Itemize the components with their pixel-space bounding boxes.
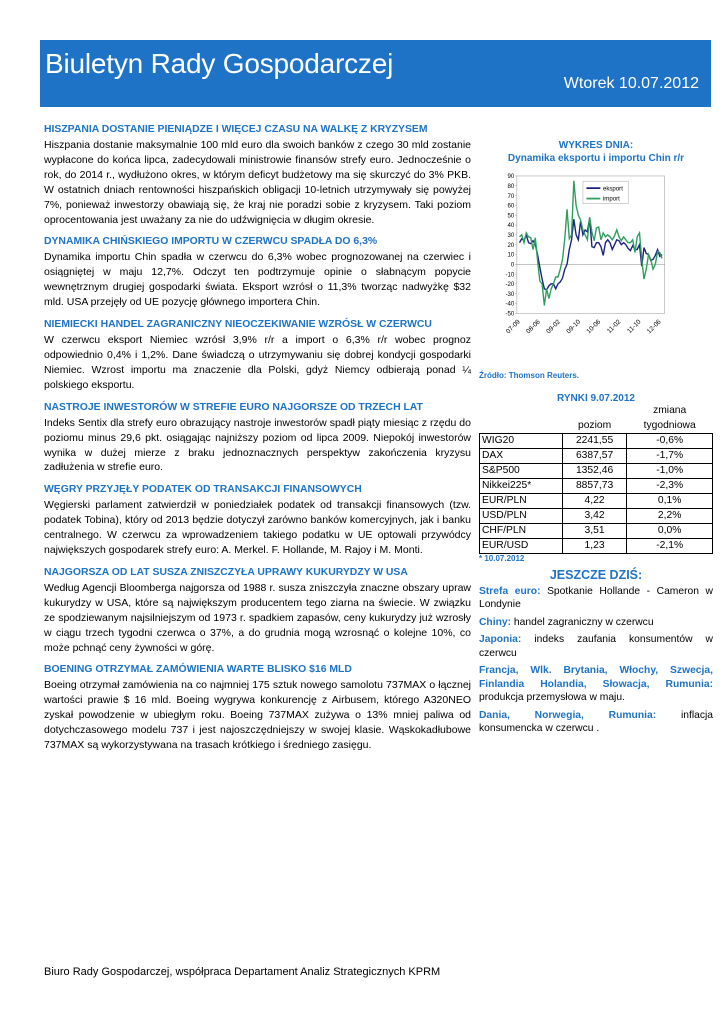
y-tick-label: 40 xyxy=(507,222,515,230)
y-tick-label: 60 xyxy=(507,202,515,210)
market-level: 8857,73 xyxy=(562,478,627,493)
fx-change: 0,0% xyxy=(627,523,713,538)
y-tick-label: -30 xyxy=(505,290,515,298)
market-level: 1352,46 xyxy=(562,463,627,478)
col-change-2: tygodniowa xyxy=(643,419,696,431)
article-title: WĘGRY PRZYJĘŁY PODATEK OD TRANSAKCJI FINANSOWYCH xyxy=(44,484,362,496)
article-body: Indeks Sentix dla strefy euro obrazujący nastroje inwestorów spadł piąty miesiąc z rzędu do poziomu minus 29,6 pkt. osiągając najniższy poziom od lipca 2009. Niepokój inwestorów wynika w dużej mierze z braku jednoznacznych perspektyw zakończenia kryzysu zadłużenia w strefie euro. xyxy=(44,416,471,474)
articles-column xyxy=(44,123,471,761)
x-tick-label: 12-06 xyxy=(645,318,663,336)
article-title: DYNAMIKA CHIŃSKIEGO IMPORTU W CZERWCU SPADŁA DO 6,3% xyxy=(44,236,378,248)
article-body: Według Agencji Bloomberga najgorsza od 1988 r. susza zniszczyła znaczne obszary upraw kukurydzy w USA, które są największym producentem tego ziarna na świecie. W związku ze spodziewanym najsilniejszym od 1973 r. spadkiem zapasów, ceny kukurydzy już wzrosły w ciągu trzech tygodni czerwca o 37%, a do grudnia mogą wzrosnąć o kolejne 10%, co może pchnąć ceny żywności w górę. xyxy=(44,581,471,654)
y-tick-label: 50 xyxy=(507,212,515,220)
y-tick-label: 10 xyxy=(507,251,515,259)
fx-change: 0,1% xyxy=(627,493,713,508)
markets-note: * 10.07.2012 xyxy=(479,553,525,563)
chart-source: Źródło: Thomson Reuters. xyxy=(479,371,579,380)
today-title: JESZCZE DZIŚ: xyxy=(549,567,643,582)
today-item xyxy=(479,616,713,630)
today-item xyxy=(479,633,713,660)
fx-level: 3,42 xyxy=(562,508,627,523)
y-tick-label: 30 xyxy=(507,232,515,240)
bulletin-date: Wtorek 10.07.2012 xyxy=(563,75,699,92)
sidebar xyxy=(479,123,713,740)
fx-name: CHF/PLN xyxy=(480,523,563,538)
today-label: Japonia: xyxy=(479,634,522,645)
market-level: 6387,57 xyxy=(562,448,627,463)
x-tick-label: 09-10 xyxy=(565,318,583,336)
y-tick-label: -10 xyxy=(505,271,515,279)
x-tick-label: 10-06 xyxy=(585,318,603,336)
col-level: poziom xyxy=(577,419,612,431)
article xyxy=(44,663,471,753)
article-body: W czerwcu eksport Niemiec wzrósł 3,9% r/r a import o 6,3% r/r wobec prognoz odpowiednio 0,4% i 1,2%. Dane świadczą o utrzymywaniu się dobrej kondycji gospodarki Niemiec. Wzrost importu ma znaczenie dla Polski, gdyż Niemcy odbierają ponad ¼ polskiego eksportu. xyxy=(44,334,471,391)
y-tick-label: 70 xyxy=(507,192,515,200)
footer: Biuro Rady Gospodarczej, współpraca Departament Analiz Strategicznych KPRM xyxy=(44,966,441,978)
x-tick-label: 11-02 xyxy=(605,318,623,335)
today-text: indeks zaufania konsumentów w czerwcu xyxy=(479,634,713,659)
x-tick-label: 07-09 xyxy=(505,318,522,336)
article-title: NAJGORSZA OD LAT SUSZA ZNISZCZYŁA UPRAWY KUKURYDZY W USA xyxy=(44,566,408,578)
today-label: Francja, Wlk. Brytania, Włochy, Szwecja, Finlandia Holandia, Słowacja, Rumunia: xyxy=(479,665,713,690)
market-change: -1,7% xyxy=(627,448,713,463)
article-title: HISZPANIA DOSTANIE PIENIĄDZE I WIĘCEJ CZASU NA WALKĘ Z KRYZYSEM xyxy=(44,124,428,135)
fx-name: EUR/USD xyxy=(480,538,563,553)
y-tick-label: 0 xyxy=(510,261,515,269)
x-tick-label: 08-06 xyxy=(525,318,542,336)
y-tick-label: -40 xyxy=(505,300,515,308)
market-level: 2241,55 xyxy=(562,433,627,448)
article xyxy=(44,123,471,227)
article-body: Boeing otrzymał zamówienia na co najmniej 175 sztuk nowego samolotu 737MAX o łącznej wartości prawie $ 16 mld. Boeing wygrywa konkurencję z Airbusem, którego A320NEO zyskał powodzenie w ubiegłym roku. Boeing 737MAX zużywa o 13% mniej paliwa od dotychczasowego modelu 737 i jest najoszczędniejszy w swojej klasie. Wąskokadłubowe 737MAX są wykorzystywana na trasach krótkiego i średniego zasięgu. xyxy=(44,679,471,752)
today-text: Spotkanie Hollande - Cameron w Londynie xyxy=(479,585,713,610)
fx-level: 3,51 xyxy=(562,523,627,538)
markets-title: RYNKI 9.07.2012 xyxy=(556,393,635,404)
y-tick-label: -20 xyxy=(505,281,515,289)
article-title: NIEMIECKI HANDEL ZAGRANICZNY NIEOCZEKIWANIE WZRÓSŁ W CZERWCU xyxy=(44,319,432,331)
chart-heading: WYKRES DNIA: xyxy=(558,140,634,151)
fx-level: 4,22 xyxy=(562,493,627,508)
header-banner xyxy=(40,40,711,107)
article xyxy=(44,318,471,393)
article-title: BOENING OTRZYMAŁ ZAMÓWIENIA WARTE BLISKO $16 MLD xyxy=(44,664,352,676)
markets-table xyxy=(479,404,713,554)
article-body: Hiszpania dostanie maksymalnie 100 mld euro dla swoich banków z czego 30 mld zostanie wypłacone do końca lipca, zadecydowali ministrowie finansów strefy euro. Jednocześnie o rok, do 2014 r., wydłużono okres, w którym deficyt budżetowy ma się skurczyć do 3% PKB. W ostatnich dniach rentowności hiszpańskich obligacji 10-letnich utrzymywały się powyżej 7%, ponieważ inwestorzy obawiają się, że kraj nie poradzi sobie z kryzysem. Taki poziom oprocentowania jest uważany za nie do udźwignięcia w długim okresie. xyxy=(44,139,471,226)
today-text: inflacja konsumencka w czerwcu . xyxy=(479,709,713,734)
article-title: NASTROJE INWESTORÓW W STREFIE EURO NAJGORSZE OD TRZECH LAT xyxy=(44,401,423,413)
market-name: DAX xyxy=(480,448,563,463)
fx-change: -2,1% xyxy=(627,538,713,553)
fx-change: 2,2% xyxy=(627,508,713,523)
y-tick-label: -50 xyxy=(505,310,515,318)
today-item xyxy=(479,585,713,612)
legend-label: eksport xyxy=(602,185,623,193)
article xyxy=(44,235,471,310)
today-item xyxy=(479,709,713,736)
fx-name: USD/PLN xyxy=(480,508,563,523)
fx-name: EUR/PLN xyxy=(480,493,563,508)
market-name: Nikkei225* xyxy=(480,478,563,493)
y-tick-label: 20 xyxy=(507,241,515,249)
today-label: Strefa euro: xyxy=(479,585,541,597)
chart-subtitle: Dynamika eksportu i importu Chin r/r xyxy=(507,153,685,164)
article-body: Dynamika importu Chin spadła w czerwcu do 6,3% wobec prognozowanej na czerwiec i osiągniętej w maju 12,7%. Odczyt ten podtrzymuje opinie o słabnącym popycie wewnętrznym drugiej gospodarki świata. Eksport wzrósł o 11,3% tworząc nadwyżkę $32 mld. USA przejęły od UE pozycję głównego importera Chin. xyxy=(44,251,471,309)
legend-label: import xyxy=(602,195,620,203)
x-tick-label: 09-02 xyxy=(545,318,563,336)
article xyxy=(44,483,471,558)
today-label: Dania, Norwegia, Rumunia: xyxy=(479,709,657,721)
market-name: WIG20 xyxy=(480,433,563,448)
col-change-1: zmiana xyxy=(653,405,687,417)
article-body: Węgierski parlament zatwierdził w poniedziałek podatek od transakcji finansowych (tzw. podatek Tobina), który od 2013 będzie dotyczył zarówno banków komercyjnych, jak i banku centralnego. W czerwcu za wprowadzeniem takiego podatku w UE optowali przywódcy największych gospodarek strefy euro: A. Merkel. F. Hollande, M. Rajoy i M. Monti. xyxy=(44,499,471,557)
y-tick-label: 90 xyxy=(507,173,515,181)
y-tick-label: 80 xyxy=(507,182,515,190)
article xyxy=(44,401,471,476)
today-item xyxy=(479,664,713,705)
today-text: produkcja przemysłowa w maju. xyxy=(479,692,625,703)
fx-level: 1,23 xyxy=(562,538,627,553)
market-change: -1,0% xyxy=(627,463,713,478)
market-change: -0,6% xyxy=(627,433,713,448)
x-tick-label: 11-10 xyxy=(626,318,643,335)
today-label: Chiny: xyxy=(479,616,512,628)
market-name: S&P500 xyxy=(480,463,563,478)
chart-export-import xyxy=(479,169,713,369)
article xyxy=(44,566,471,656)
market-change: -2,3% xyxy=(627,478,713,493)
bulletin-title: Biuletyn Rady Gospodarczej xyxy=(45,48,394,79)
today-text: handel zagraniczny w czerwcu xyxy=(511,616,654,628)
